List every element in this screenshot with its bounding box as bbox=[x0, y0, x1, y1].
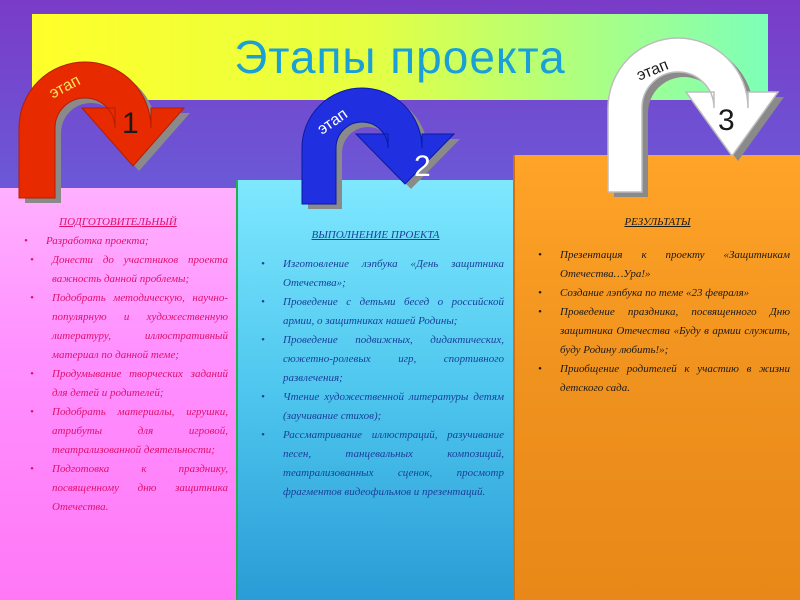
stage-3-arrow bbox=[600, 30, 800, 200]
list-item bbox=[261, 293, 504, 331]
list-item-text: Рассматривание иллюстраций, разучивание песен, танцевальных композиций, театрализованных сценок, просмотр фрагментов видеофильмов и презентаций. bbox=[283, 429, 504, 498]
list-item bbox=[30, 289, 228, 365]
list-item bbox=[261, 388, 504, 426]
bullet-icon: • bbox=[30, 254, 34, 266]
stage-2-heading: ВЫПОЛНЕНИЕ ПРОЕКТА bbox=[311, 229, 440, 241]
list-item bbox=[538, 246, 790, 284]
bullet-icon: • bbox=[30, 368, 34, 380]
list-item-text: Проведение с детьми бесед о российской армии, о защитниках нашей Родины; bbox=[283, 296, 504, 327]
arrow-shape bbox=[608, 38, 778, 192]
list-item bbox=[30, 403, 228, 460]
stage-2-panel bbox=[236, 180, 513, 600]
stage-3-heading: РЕЗУЛЬТАТЫ bbox=[624, 216, 691, 228]
list-item bbox=[538, 284, 790, 303]
list-item-text: Проведение подвижных, дидактических, сюжетно-ролевых игр, спортивного развлечения; bbox=[283, 334, 504, 384]
stage-1-heading: ПОДГОТОВИТЕЛЬНЫЙ bbox=[59, 216, 177, 228]
etap-label: этап bbox=[46, 72, 84, 103]
bullet-icon: • bbox=[538, 287, 542, 299]
list-item bbox=[538, 360, 790, 398]
bullet-icon: • bbox=[24, 235, 28, 247]
stage-3-panel bbox=[513, 155, 800, 600]
bullet-icon: • bbox=[538, 363, 542, 375]
list-item bbox=[30, 251, 228, 289]
stage-number: 1 bbox=[122, 107, 139, 140]
list-item bbox=[261, 426, 504, 502]
stage-1-arrow bbox=[14, 58, 204, 208]
list-item-text: Подобрать материалы, игрушки, атрибуты для игровой, театрализованной деятельности; bbox=[52, 406, 228, 456]
list-item bbox=[30, 365, 228, 403]
stage-number: 3 bbox=[718, 104, 735, 137]
stage-2-arrow bbox=[294, 86, 484, 216]
list-item-text: Изготовление лэпбука «День защитника Отечества»; bbox=[283, 258, 504, 289]
stage-1-panel bbox=[0, 188, 236, 600]
list-item bbox=[30, 460, 228, 517]
list-item bbox=[261, 331, 504, 388]
list-item-text: Презентация к проекту «Защитникам Отечества…Ура!» bbox=[560, 249, 790, 280]
arrow-shape bbox=[19, 62, 184, 198]
bullet-icon: • bbox=[30, 292, 34, 304]
list-item-text: Приобщение родителей к участию в жизни детского сада. bbox=[560, 363, 790, 394]
list-item-text: Донести до участников проекта важность данной проблемы; bbox=[52, 254, 228, 285]
arrow-shape bbox=[302, 88, 454, 204]
bullet-icon: • bbox=[538, 306, 542, 318]
bullet-icon: • bbox=[261, 429, 265, 441]
bullet-icon: • bbox=[538, 249, 542, 261]
list-item-text: Продумывание творческих заданий для детей и родителей; bbox=[52, 368, 228, 399]
bullet-icon: • bbox=[261, 258, 265, 270]
list-item-text: Проведение праздника, посвященного Дню защитника Отечества «Буду в армии служить, буду Родину любить!»; bbox=[560, 306, 790, 356]
list-item-text: Разработка проекта; bbox=[46, 235, 149, 247]
stage-number: 2 bbox=[414, 150, 431, 183]
list-item bbox=[538, 303, 790, 360]
list-item bbox=[261, 255, 504, 293]
bullet-icon: • bbox=[261, 334, 265, 346]
stage-2-list bbox=[261, 255, 504, 502]
bullet-icon: • bbox=[261, 391, 265, 403]
slide-title: Этапы проекта bbox=[234, 31, 566, 83]
list-item-text: Чтение художественной литературы детям (заучивание стихов); bbox=[283, 391, 504, 422]
bullet-icon: • bbox=[30, 406, 34, 418]
list-item-text: Создание лэпбука по теме «23 февраля» bbox=[560, 287, 750, 299]
bullet-icon: • bbox=[30, 463, 34, 475]
etap-label: этап bbox=[314, 105, 351, 139]
stage-1-list bbox=[24, 232, 228, 517]
bullet-icon: • bbox=[261, 296, 265, 308]
list-item bbox=[24, 232, 228, 251]
list-item-text: Подобрать методическую, научно-популярную и художественную литературу, иллюстративный материал по данной теме; bbox=[52, 292, 228, 361]
etap-label: этап bbox=[634, 56, 671, 85]
list-item-text: Подготовка к празднику, посвященному дню защитника Отечества. bbox=[52, 463, 228, 513]
stage-3-list bbox=[538, 246, 790, 398]
